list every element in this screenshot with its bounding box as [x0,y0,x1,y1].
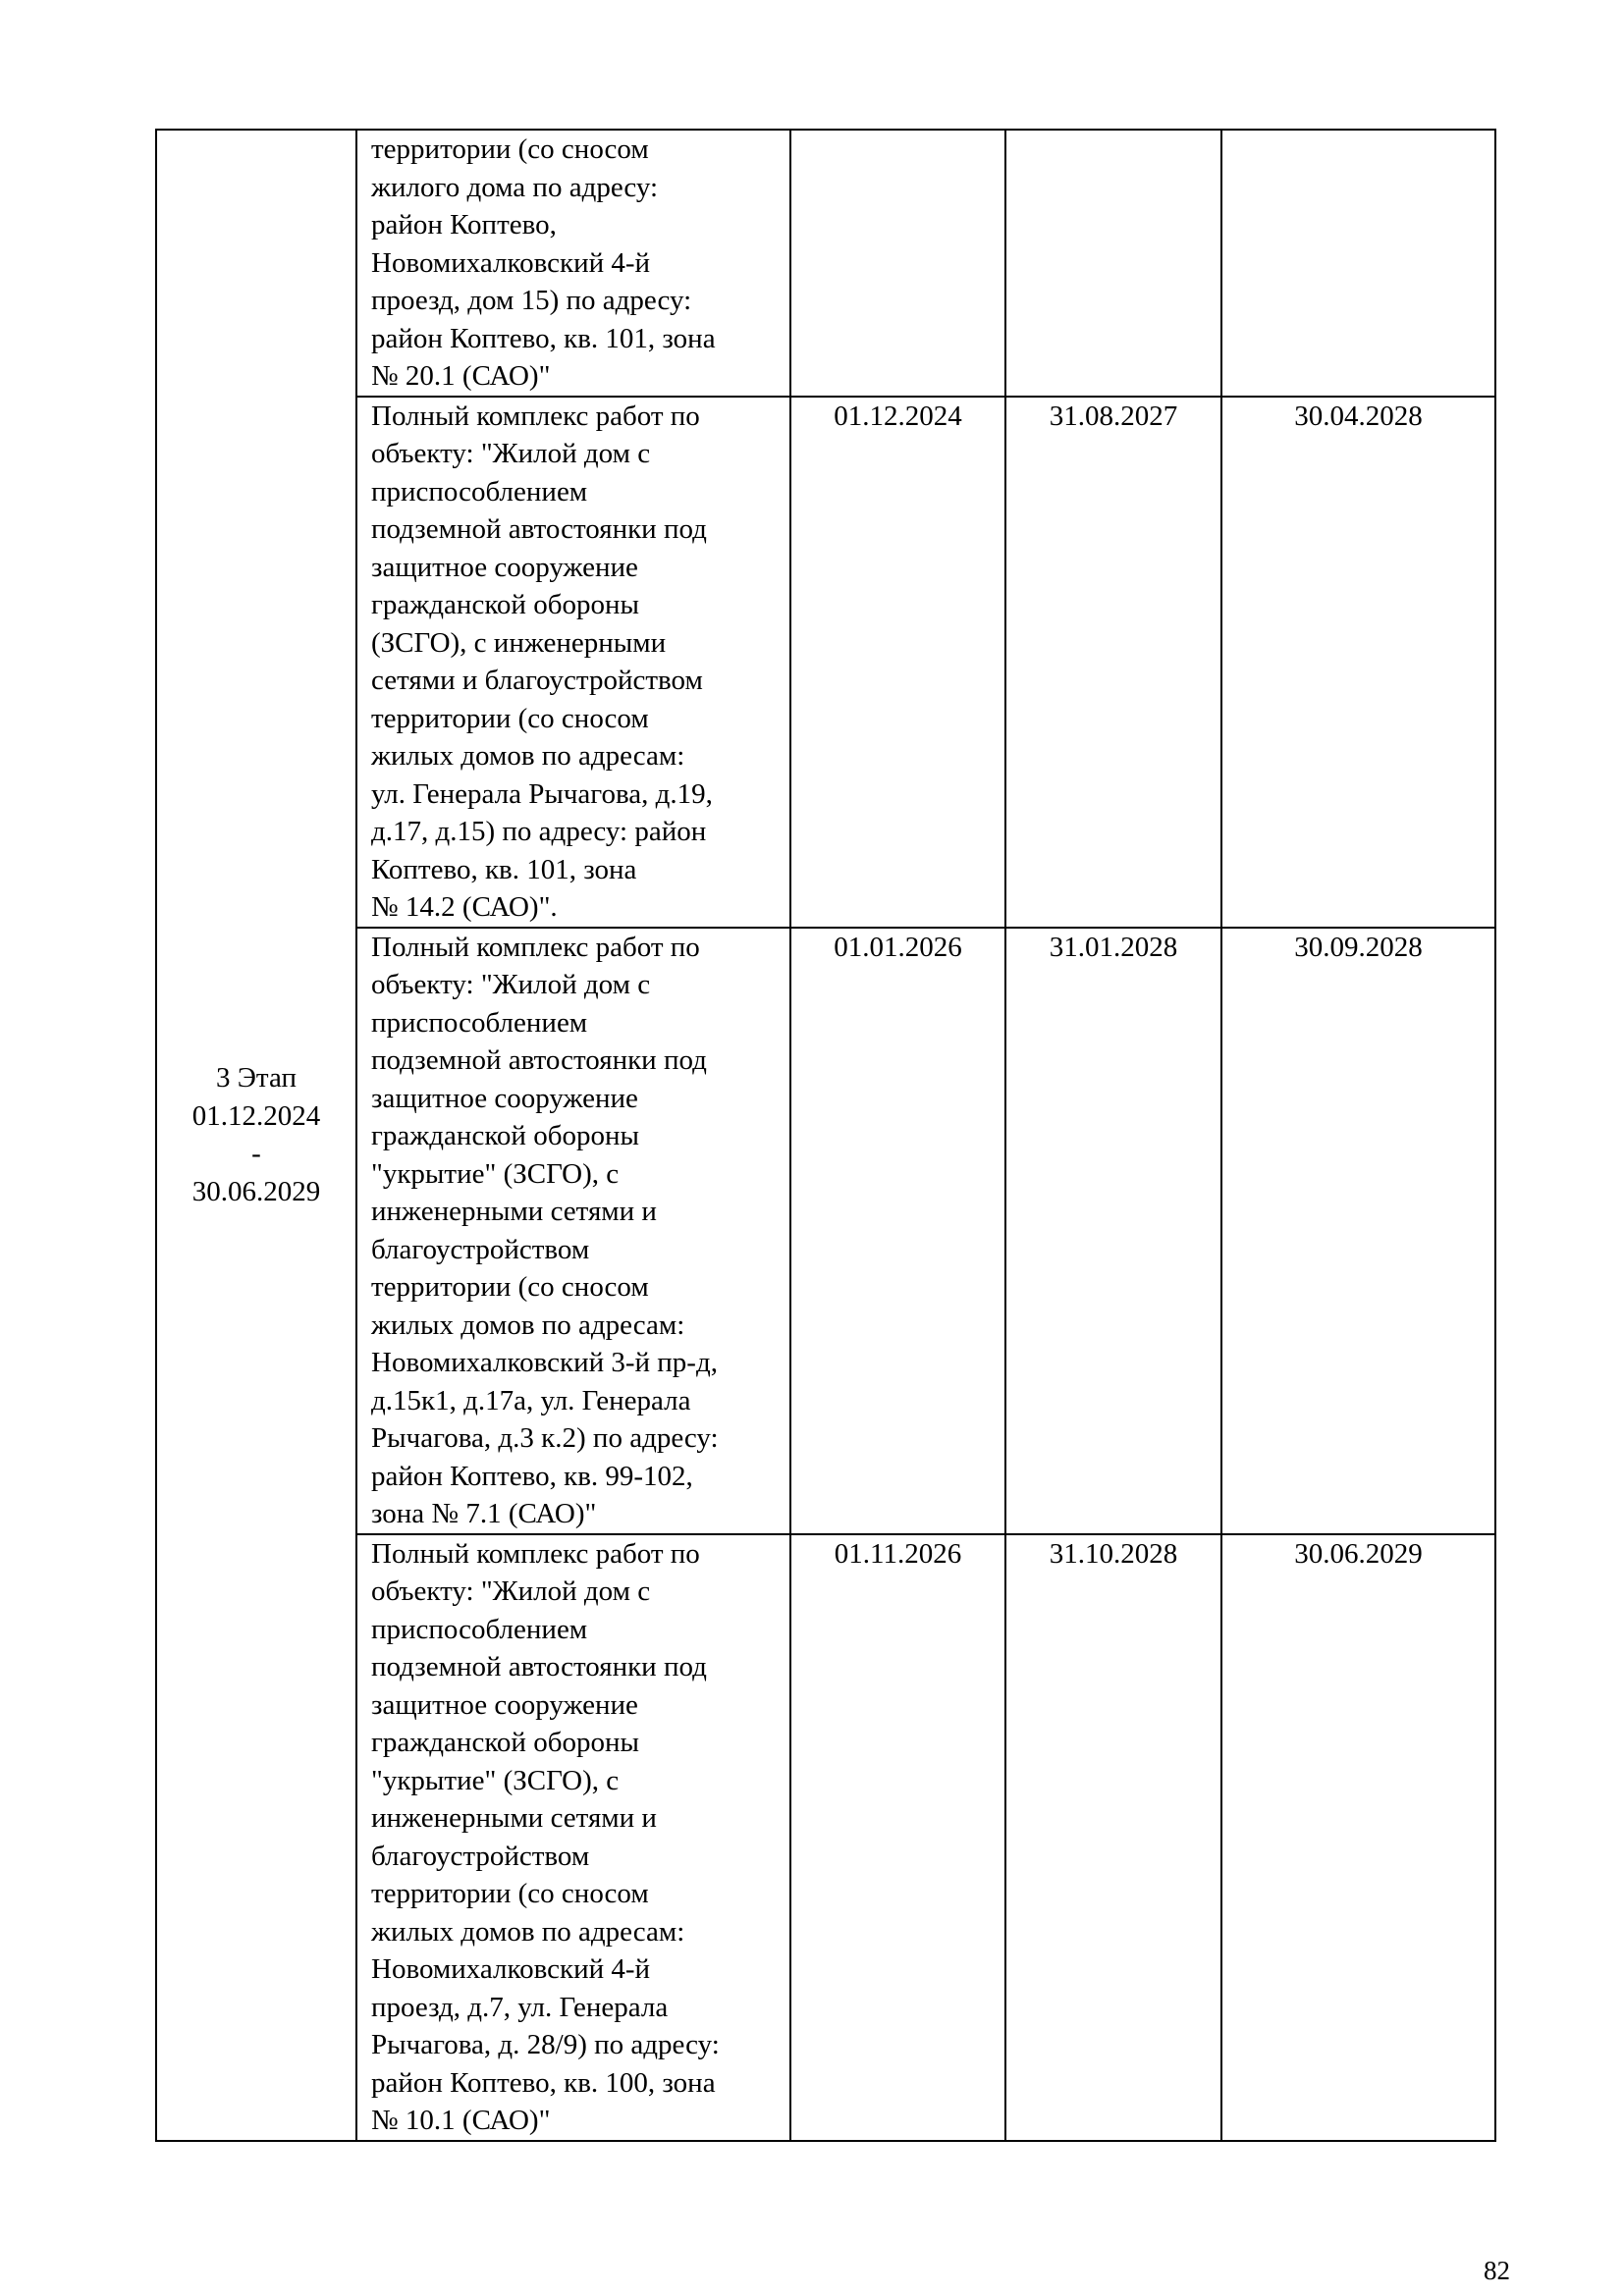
start-date-cell [790,397,1005,928]
start-date-cell [790,130,1005,397]
start-date-cell [790,928,1005,1534]
table-row [156,928,1495,1534]
description-line: приспособлением [371,1006,588,1039]
description-cell [356,928,790,1534]
description-line: Рычагова, д.3 к.2) по адресу: [371,1422,719,1454]
description-line: район Коптево, кв. 101, зона [371,322,716,354]
mid-date-cell [1005,397,1221,928]
mid-date-cell [1005,928,1221,1534]
description-line: Полный комплекс работ по [371,1537,700,1570]
description-cell [356,397,790,928]
description-text [357,929,789,1533]
description-text [357,131,789,396]
description-line: инженерными сетями и [371,1802,657,1834]
mid-date: 31.08.2027 [1049,400,1178,432]
page-number: 82 [1484,2256,1510,2285]
mid-date-cell [1005,1534,1221,2141]
mid-date-cell [1005,130,1221,397]
end-date: 30.06.2029 [1294,1537,1423,1570]
table-row [156,397,1495,928]
description-line: объекту: "Жилой дом с [371,1575,651,1607]
description-line: сетями и благоустройством [371,665,703,696]
stage-start-date: 01.12.2024 [191,1099,321,1132]
description-line: объекту: "Жилой дом с [371,969,651,1000]
description-line: приспособлением [371,475,588,507]
stage-dash: - [251,1138,261,1170]
description-line: жилых домов по адресам: [371,1915,685,1948]
description-line: инженерными сетями и [371,1196,657,1227]
description-line: приспособлением [371,1613,588,1645]
description-line: "укрытие" (ЗСГО), с [371,1157,620,1190]
stage-cell [156,130,356,2141]
table-row [156,1534,1495,2141]
description-text [357,398,789,927]
description-line: защитное сооружение [371,551,638,583]
stage-end-date: 30.06.2029 [191,1175,321,1207]
end-date-cell [1221,130,1495,397]
end-date: 30.09.2028 [1294,931,1423,963]
description-line: территории (со сносом [371,702,649,734]
stage-name: 3 Этап [216,1062,297,1095]
description-line: жилых домов по адресам: [371,740,685,772]
table-row [156,130,1495,397]
description-line: территории (со сносом [371,1878,649,1909]
description-line: подземной автостоянки под [371,1044,707,1076]
description-line: жилого дома по адресу: [371,171,659,203]
description-line: благоустройством [371,1233,590,1265]
start-date-cell [790,1534,1005,2141]
description-line: д.15к1, д.17а, ул. Генерала [371,1384,691,1416]
description-line: гражданской обороны [371,1120,639,1151]
description-line: гражданской обороны [371,589,639,620]
description-line: д.17, д.15) по адресу: район [371,816,707,847]
start-date: 01.12.2024 [834,400,962,432]
description-line: проезд, д.7, ул. Генерала [371,1991,669,2023]
description-text [357,1535,789,2140]
description-line: район Коптево, кв. 99-102, [371,1460,693,1492]
description-line: Новомихалковский 4-й [371,246,651,279]
description-line: территории (со сносом [371,133,649,165]
mid-date: 31.10.2028 [1049,1537,1178,1570]
description-line: № 14.2 (САО)". [371,891,558,923]
description-line: № 10.1 (САО)" [371,2105,551,2136]
end-date: 30.04.2028 [1294,400,1423,432]
description-line: благоустройством [371,1840,590,1872]
description-line: зона № 7.1 (САО)" [371,1498,597,1529]
construction-schedule-table [155,129,1496,2142]
description-line: жилых домов по адресам: [371,1308,685,1341]
description-line: защитное сооружение [371,1688,638,1721]
description-line: гражданской обороны [371,1727,639,1758]
description-line: подземной автостоянки под [371,513,707,545]
description-line: район Коптево, [371,209,557,240]
description-line: (ЗСГО), с инженерными [371,626,667,659]
start-date: 01.11.2026 [834,1537,962,1570]
description-line: Полный комплекс работ по [371,400,700,432]
description-line: объекту: "Жилой дом с [371,438,651,469]
end-date-cell [1221,1534,1495,2141]
description-cell [356,130,790,397]
start-date: 01.01.2026 [834,931,962,963]
description-line: Коптево, кв. 101, зона [371,853,637,885]
description-line: "укрытие" (ЗСГО), с [371,1764,620,1796]
description-line: защитное сооружение [371,1082,638,1114]
description-cell [356,1534,790,2141]
description-line: территории (со сносом [371,1271,649,1303]
description-line: № 20.1 (САО)" [371,360,551,392]
description-line: Новомихалковский 4-й [371,1953,651,1985]
description-line: проезд, дом 15) по адресу: [371,285,692,316]
end-date-cell [1221,928,1495,1534]
description-line: Новомихалковский 3-й пр-д, [371,1347,718,1378]
description-line: ул. Генерала Рычагова, д.19, [371,777,713,810]
description-line: район Коптево, кв. 100, зона [371,2066,716,2099]
mid-date: 31.01.2028 [1049,931,1178,963]
end-date-cell [1221,397,1495,928]
description-line: Рычагова, д. 28/9) по адресу: [371,2029,720,2060]
description-line: Полный комплекс работ по [371,931,700,963]
description-line: подземной автостоянки под [371,1651,707,1682]
